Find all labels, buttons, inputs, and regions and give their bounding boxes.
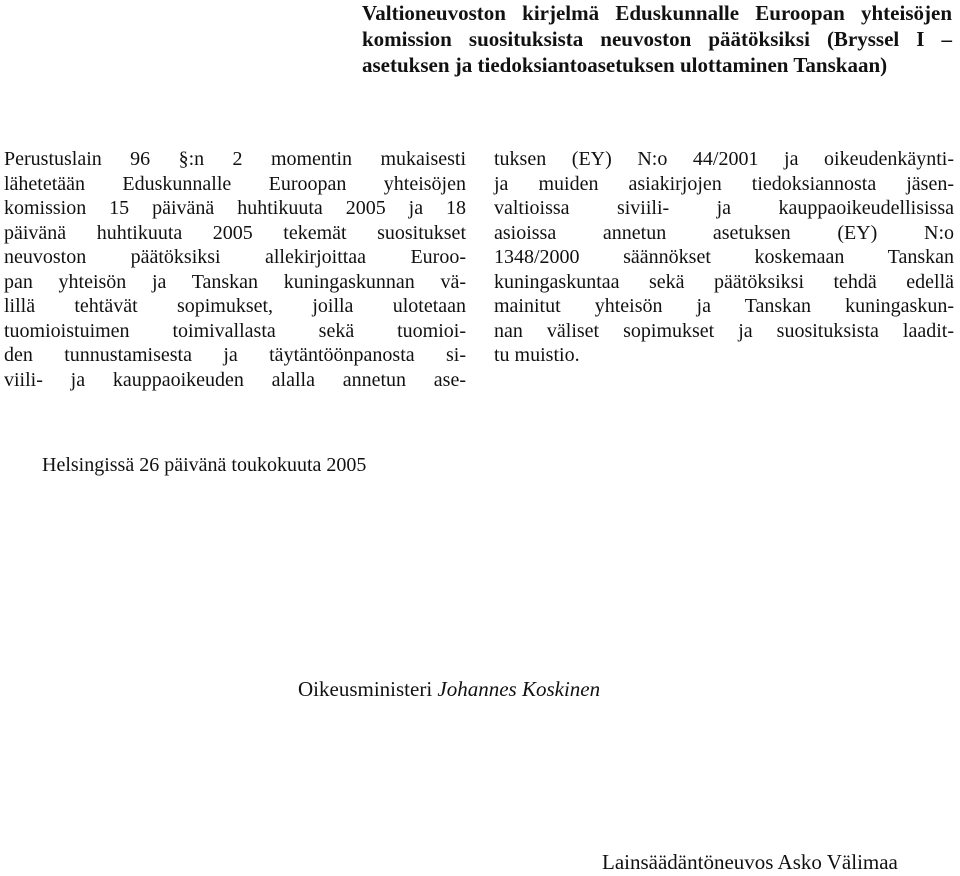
minister-role: Oikeusministeri xyxy=(298,677,433,701)
advisor-signature: Lainsäädäntöneuvos Asko Välimaa xyxy=(602,850,898,874)
place-and-date: Helsingissä 26 päivänä toukokuuta 2005 xyxy=(42,454,367,476)
body-line: tuksen (EY) N:o 44/2001 ja oikeudenkäynti- xyxy=(494,148,954,170)
body-line: asioissa annetun asetuksen (EY) N:o xyxy=(494,221,954,244)
document-title: Valtioneuvoston kirjelmä Eduskunnalle Euroopan yhteisöjen komission suosituksista neuvoston päätöksiksi (Bryssel I –asetuksen ja tiedoksiantoasetuksen ulottaminen Tanskaan) xyxy=(362,1,952,77)
body-line: ja muiden asiakirjojen tiedoksiannosta jäsen- xyxy=(494,172,954,195)
body-line: tuomioistuimen toimivallasta sekä tuomioi- xyxy=(4,319,466,342)
body-line: pan yhteisön ja Tanskan kuningaskunnan vä- xyxy=(4,270,466,293)
body-line: kuningaskuntaa sekä päätöksiksi tehdä edellä xyxy=(494,270,954,293)
body-line: viili- ja kauppaoikeuden alalla annetun ase- xyxy=(4,368,466,391)
body-line: den tunnustamisesta ja täytäntöönpanosta si- xyxy=(4,344,466,366)
body-line: lähetetään Eduskunnalle Euroopan yhteisöjen xyxy=(4,172,466,195)
minister-name: Johannes Koskinen xyxy=(437,677,601,701)
body-column-right xyxy=(494,147,954,368)
body-line: Perustuslain 96 §:n 2 momentin mukaisesti xyxy=(4,148,466,170)
body-line: neuvoston päätöksiksi allekirjoittaa Euroo- xyxy=(4,246,466,268)
body-line: päivänä huhtikuuta 2005 tekemät suositukset xyxy=(4,221,466,244)
body-column-left xyxy=(4,147,466,392)
body-line: tu muistio. xyxy=(494,344,580,366)
body-line: valtioissa siviili- ja kauppaoikeudellisissa xyxy=(494,197,954,219)
body-line: komission 15 päivänä huhtikuuta 2005 ja 18 xyxy=(4,197,466,219)
body-line: 1348/2000 säännökset koskemaan Tanskan xyxy=(494,246,954,268)
minister-signature xyxy=(298,675,600,703)
body-line: mainitut yhteisön ja Tanskan kuningaskun- xyxy=(494,295,954,317)
body-line: nan väliset sopimukset ja suosituksista laadit- xyxy=(494,319,954,342)
body-line: lillä tehtävät sopimukset, joilla ulotetaan xyxy=(4,295,466,317)
